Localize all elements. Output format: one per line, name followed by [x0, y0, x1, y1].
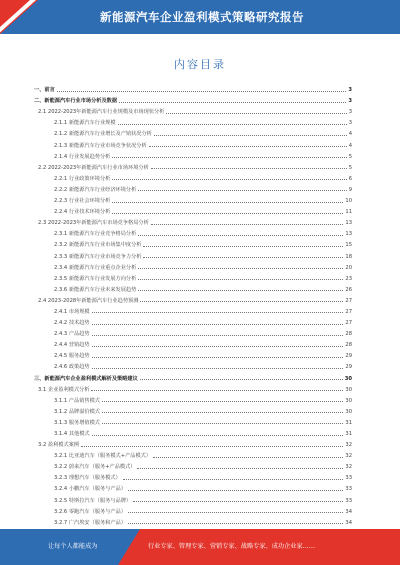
toc-entry-title: 3.2.5 特斯拉汽车（服务与品牌） — [54, 497, 132, 504]
toc-leader-dots — [92, 312, 344, 313]
toc-entry-title: 二、新能源汽车行业市场分析及数据 — [34, 98, 118, 105]
toc-entry-page: 31 — [345, 431, 352, 437]
toc-entry[interactable] — [34, 171, 352, 182]
toc-entry-title: 2.2 2022-2023年新能源汽车行业市场环境分析 — [38, 164, 149, 171]
toc-entry[interactable] — [34, 282, 352, 293]
toc-entry-title: 2.3.3 新能源汽车行业市场竞争力分析 — [54, 253, 142, 260]
toc-entry[interactable] — [34, 393, 352, 404]
toc-entry[interactable] — [34, 470, 352, 481]
toc-leader-dots — [102, 401, 343, 402]
toc-entry-page: 30 — [345, 397, 352, 404]
toc-entry-page: 26 — [345, 286, 352, 293]
toc-leader-dots — [133, 501, 343, 502]
toc-entry-page: 33 — [345, 475, 352, 482]
toc-entry-title: 2.1.4 行业发展趋势分析 — [54, 153, 111, 160]
toc-entry-page: 15 — [345, 242, 352, 249]
toc-entry-title: 2.4.3 产品趋势 — [54, 331, 90, 338]
toc-entry-title: 2.4.5 服务趋势 — [54, 353, 90, 360]
toc-leader-dots — [57, 91, 347, 92]
toc-entry[interactable] — [34, 115, 352, 126]
toc-leader-dots — [140, 379, 343, 380]
toc-leader-dots — [137, 468, 343, 469]
toc-entry-page: 34 — [345, 508, 352, 515]
toc-entry-page: 4 — [348, 142, 352, 149]
toc-entry[interactable] — [34, 182, 352, 193]
toc-entry-page: 3 — [348, 87, 352, 94]
toc-leader-dots — [112, 179, 346, 180]
toc-entry[interactable] — [34, 304, 352, 315]
toc-leader-dots — [128, 523, 343, 524]
toc-entry-page: 9 — [348, 186, 352, 193]
toc-leader-dots — [119, 102, 346, 103]
toc-leader-dots — [138, 290, 343, 291]
toc-leader-dots — [112, 213, 343, 214]
toc-entry-title: 2.3.1 新能源汽车行业竞争格局分析 — [54, 231, 137, 238]
toc-entry[interactable] — [34, 193, 352, 204]
table-of-contents — [34, 82, 352, 526]
toc-entry[interactable] — [34, 204, 352, 215]
toc-entry[interactable] — [34, 404, 352, 415]
toc-entry-page: 28 — [345, 342, 352, 349]
toc-entry[interactable] — [34, 492, 352, 503]
toc-entry[interactable] — [34, 348, 352, 359]
toc-entry-page: 34 — [345, 519, 352, 526]
toc-leader-dots — [102, 412, 343, 413]
toc-leader-dots — [92, 435, 344, 436]
toc-entry[interactable] — [34, 137, 352, 148]
toc-entry[interactable] — [34, 260, 352, 271]
toc-leader-dots — [112, 202, 343, 203]
report-title: 新能源汽车企业盈利模式策略研究报告 — [100, 10, 304, 24]
toc-entry-title: 三、新能源汽车企业盈利模式解析及策略建议 — [34, 375, 138, 382]
toc-entry[interactable] — [34, 448, 352, 459]
toc-entry-title: 2.2.1 行业政策环境分析 — [54, 175, 111, 182]
toc-entry-title: 2.3.2 新能源汽车行业市场集中度分析 — [54, 242, 142, 249]
toc-leader-dots — [154, 135, 347, 136]
toc-entry-title: 2.3.5 新能源汽车行业发展方向分析 — [54, 275, 137, 282]
page-footer — [0, 529, 400, 565]
toc-entry-page: 33 — [345, 486, 352, 493]
toc-entry-page: 31 — [345, 419, 352, 426]
toc-entry-title: 2.1.1 新能源汽车行业规模 — [54, 120, 116, 127]
toc-entry-title: 2.3.6 新能源汽车行业未来发展趋势 — [54, 286, 137, 293]
toc-leader-dots — [92, 368, 344, 369]
toc-leader-dots — [128, 490, 343, 491]
toc-entry-title: 3.2.4 小鹏汽车（服务与产品） — [54, 486, 126, 493]
toc-entry-title: 3.2 盈利模式案例 — [38, 442, 80, 449]
toc-entry[interactable] — [34, 104, 352, 115]
toc-entry[interactable] — [34, 271, 352, 282]
toc-entry-title: 2.4.1 市场规模 — [54, 308, 90, 315]
toc-leader-dots — [118, 124, 347, 125]
toc-entry-title: 2.2.2 新能源汽车行业经济环境分析 — [54, 186, 137, 193]
toc-entry[interactable] — [34, 149, 352, 160]
toc-entry-title: 3.1.4 其他模式 — [54, 431, 90, 437]
toc-entry-page: 18 — [345, 253, 352, 260]
toc-entry-page: 3 — [348, 109, 352, 116]
toc-entry-page: 13 — [345, 231, 352, 238]
toc-entry-page: 32 — [345, 442, 352, 449]
toc-entry-page: 5 — [348, 153, 352, 160]
toc-leader-dots — [153, 457, 343, 458]
toc-entry-title: 2.4 2023-2028年新能源汽车行业趋势预测 — [38, 297, 139, 304]
toc-entry[interactable] — [34, 359, 352, 370]
toc-entry-title: 2.1.3 新能源汽车行业市场竞争状况分析 — [54, 142, 147, 149]
toc-leader-dots — [138, 268, 343, 269]
toc-entry[interactable] — [34, 93, 352, 104]
toc-leader-dots — [143, 257, 343, 258]
toc-entry-title: 2.4.2 技术趋势 — [54, 320, 90, 327]
toc-entry[interactable] — [34, 337, 352, 348]
toc-entry-page: 29 — [345, 364, 352, 371]
toc-entry[interactable] — [34, 459, 352, 470]
toc-entry-title: 3.2.7 广汽埃安（服务和产品） — [54, 519, 126, 526]
toc-leader-dots — [138, 235, 343, 236]
toc-entry-page: 27 — [345, 297, 352, 304]
toc-entry-page: 29 — [345, 353, 352, 360]
toc-entry[interactable] — [34, 415, 352, 426]
toc-leader-dots — [138, 190, 346, 191]
toc-entry[interactable] — [34, 160, 352, 171]
toc-entry-title: 2.1.2 新能源汽车行业增长及产销状况分析 — [54, 131, 152, 138]
toc-entry[interactable] — [34, 248, 352, 259]
toc-entry[interactable] — [34, 504, 352, 515]
toc-leader-dots — [143, 246, 343, 247]
toc-leader-dots — [151, 224, 344, 225]
toc-leader-dots — [92, 346, 344, 347]
toc-entry[interactable] — [34, 215, 352, 226]
toc-leader-dots — [92, 324, 344, 325]
toc-entry-page: 13 — [345, 220, 352, 227]
toc-entry[interactable] — [34, 326, 352, 337]
toc-leader-dots — [149, 146, 347, 147]
toc-leader-dots — [91, 390, 343, 391]
toc-leader-dots — [140, 301, 343, 302]
toc-entry-title: 2.3.4 新能源汽车行业重点企业分析 — [54, 264, 137, 271]
toc-leader-dots — [112, 157, 346, 158]
toc-entry-title: 3.2.6 零跑汽车（服务与产品） — [54, 508, 126, 515]
toc-leader-dots — [151, 168, 347, 169]
toc-leader-dots — [102, 423, 343, 424]
toc-leader-dots — [166, 113, 346, 114]
toc-entry-page: 23 — [345, 275, 352, 282]
toc-entry-page: 27 — [345, 320, 352, 327]
toc-entry-page: 10 — [345, 198, 352, 205]
toc-entry[interactable] — [34, 515, 352, 526]
toc-entry-title: 3.1 企业盈利模式分析 — [38, 386, 90, 393]
toc-entry-page: 4 — [348, 131, 352, 138]
toc-entry-page: 3 — [348, 98, 352, 105]
toc-entry-title: 3.2.2 蔚来汽车（服务+产品模式） — [54, 464, 136, 471]
toc-entry[interactable] — [34, 293, 352, 304]
toc-entry-page: 28 — [345, 331, 352, 338]
toc-entry-page: 11 — [345, 209, 352, 216]
toc-leader-dots — [92, 335, 344, 336]
toc-entry[interactable] — [34, 481, 352, 492]
toc-entry-title: 2.3 2022-2023年新能源汽车市场竞争格局分析 — [38, 220, 149, 227]
toc-entry-title: 2.2.3 行业社会环境分析 — [54, 198, 111, 205]
page-header — [0, 0, 400, 34]
toc-entry-page: 32 — [345, 464, 352, 471]
header-red-corner — [0, 0, 38, 34]
toc-entry-page: 30 — [345, 408, 352, 415]
toc-entry-title: 2.1 2022-2023年新能源汽车行业规模及市场现状分析 — [38, 109, 165, 116]
toc-entry-page: 6 — [348, 175, 352, 182]
toc-entry[interactable] — [34, 226, 352, 237]
toc-entry[interactable] — [34, 370, 352, 381]
toc-entry[interactable] — [34, 382, 352, 393]
toc-entry-title: 2.4.6 政策趋势 — [54, 364, 90, 371]
toc-entry[interactable] — [34, 437, 352, 448]
footer-experts-text: 行业专家、管理专家、营销专家、战略专家、成功企业家…… — [148, 543, 316, 550]
toc-entry-title: 3.1.2 品牌溢价模式 — [54, 408, 100, 415]
footer-slogan: 让每个人都能成为 — [48, 543, 98, 550]
toc-leader-dots — [81, 446, 343, 447]
toc-leader-dots — [138, 279, 343, 280]
toc-entry-page: 30 — [344, 375, 352, 382]
toc-title: 内容目录 — [174, 58, 226, 71]
toc-entry-title: 3.1.1 产品销售模式 — [54, 397, 100, 404]
toc-entry-title: 2.2.4 行业技术环境分析 — [54, 209, 111, 216]
toc-leader-dots — [123, 479, 344, 480]
toc-entry-page: 5 — [348, 164, 352, 171]
toc-entry-page: 27 — [345, 308, 352, 315]
toc-entry[interactable] — [34, 315, 352, 326]
toc-entry[interactable] — [34, 237, 352, 248]
toc-entry-page: 33 — [345, 497, 352, 504]
toc-entry-page: 32 — [345, 453, 352, 460]
footer-red-wedge — [118, 529, 140, 565]
toc-entry-page: 20 — [345, 264, 352, 271]
toc-entry-title: 3.2.3 理想汽车（服务模式） — [54, 475, 121, 482]
toc-entry[interactable] — [34, 82, 352, 93]
toc-entry-page: 30 — [345, 386, 352, 393]
toc-leader-dots — [128, 512, 343, 513]
toc-entry[interactable] — [34, 126, 352, 137]
toc-leader-dots — [92, 357, 344, 358]
toc-entry-title: 3.1.3 服务增值模式 — [54, 419, 100, 426]
toc-entry-title: 2.4.4 营销趋势 — [54, 342, 90, 349]
toc-entry-title: 一、前言 — [34, 87, 55, 94]
toc-entry-page: 3 — [348, 120, 352, 127]
toc-entry[interactable] — [34, 426, 352, 437]
toc-entry-title: 3.2.1 比亚迪汽车（服务模式+产品模式） — [54, 453, 152, 460]
